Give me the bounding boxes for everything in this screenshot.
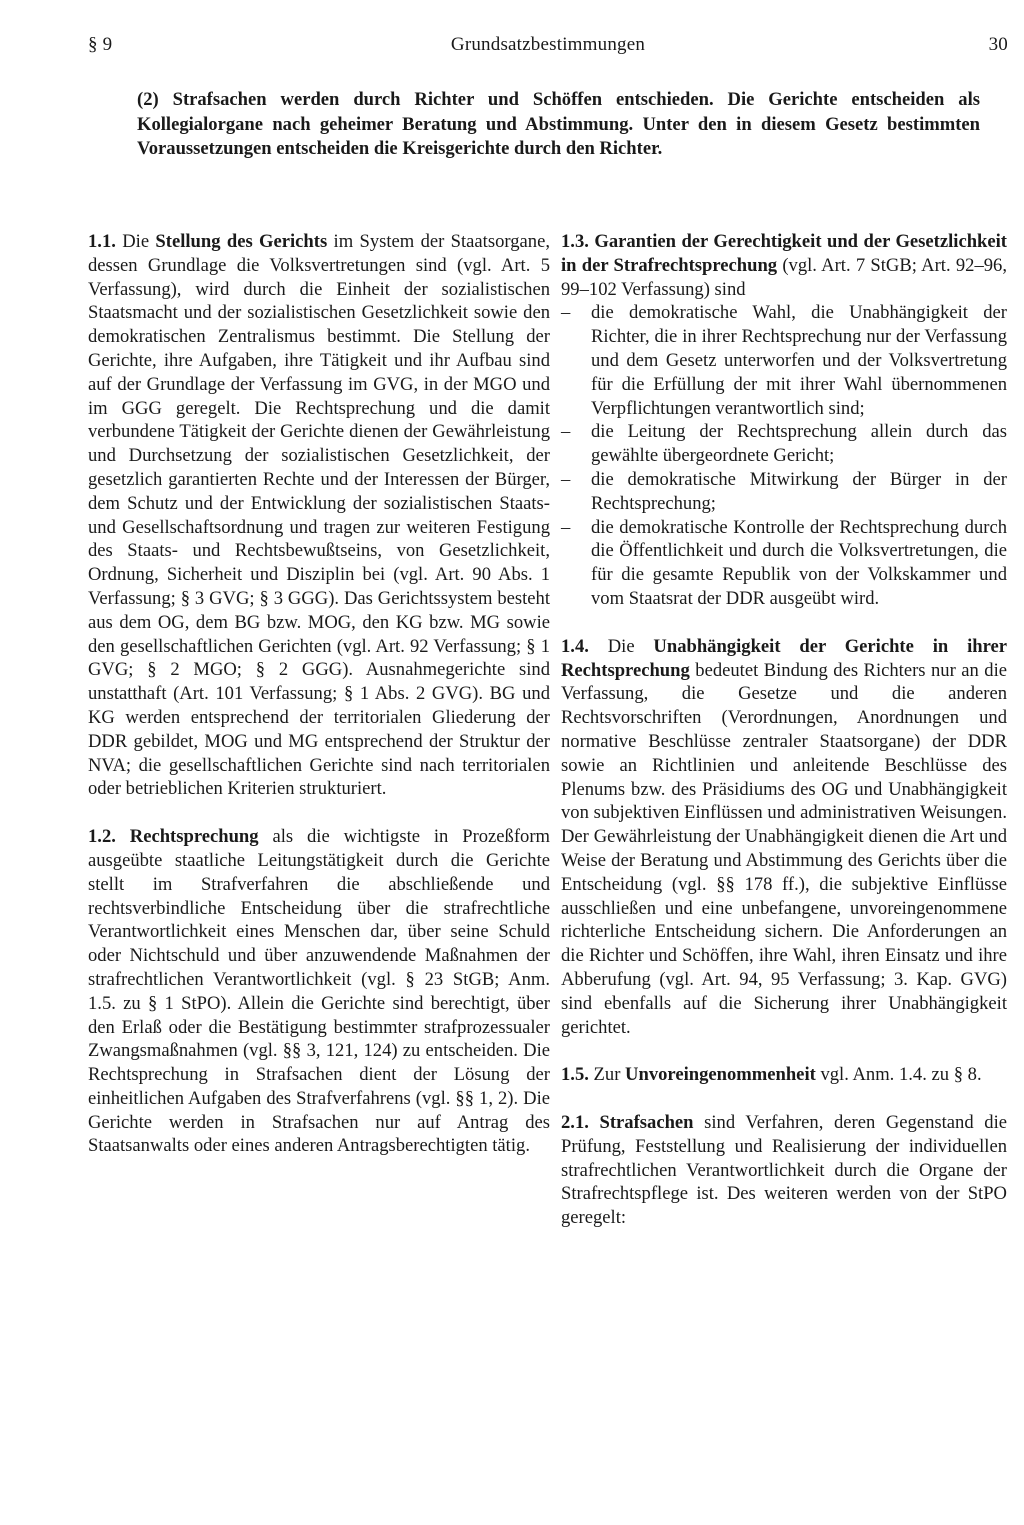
annotation-keyword: Garantien der Gerechtigkeit und der Gesetzlichkeit in der Strafrechtsprechung bbox=[561, 231, 1007, 276]
section-number: § 9 bbox=[88, 34, 113, 55]
annotation-1-2 bbox=[88, 825, 550, 1158]
annotation-text: im System der Staatsorgane, dessen Grundlage die Volksvertretungen sind (vgl. Art. 5 Verfassung), wird durch die Einheit der sozialistischen Staatsmacht und der sozialistischen Gesetzlichkeit sowie den demokratischen Zentralismus bestimmt. Die Stellung der Gerichte, ihre Aufgaben, ihre Tätigkeit und ihr Aufbau sind auf der Grundlage der Verfassung im GVG, in der MGO und im GGG geregelt. Die Rechtsprechung und die damit verbundene Tätigkeit der Gerichte dienen der Gewährleistung und Durchsetzung der sozialistischen Gesetzlichkeit, der gesetzlich garantierten Rechte und der Interessen der Bürger, dem Schutz und der Entwicklung der sozialistischen Staats- und Gesellschaftsordnung und tragen zur weiteren Festigung des Staats- und Rechtsbewußtseins, von Gesetzlichkeit, Ordnung, Sicherheit und Disziplin bei (vgl. Art. 90 Abs. 1 Verfassung; § 3 GVG; § 3 GGG). Das Gerichtssystem besteht aus dem OG, dem BG bzw. MOG, den KG bzw. MG sowie den gesellschaftlichen Gerichten (vgl. Art. 92 Verfassung; § 1 GVG; § 2 MGO; § 2 GGG). Ausnahmegerichte sind unstatthaft (Art. 101 Verfassung; § 1 Abs. 2 GVG). BG und KG werden entsprechend der territorialen Gliederung der DDR gebildet, MOG und MG entsprechend der Struktur der NVA; die gesellschaftlichen Gerichte sind nach territorialen oder betrieblichen Kriterien strukturiert. bbox=[88, 231, 550, 800]
annotation-text: Die bbox=[115, 231, 156, 252]
annotation-number: 1.4. bbox=[561, 635, 589, 657]
annotation-text: Die bbox=[588, 635, 654, 657]
guarantee-list bbox=[561, 301, 1007, 610]
annotation-number: 1.2. bbox=[88, 826, 116, 848]
annotation-number: 2.1. bbox=[561, 1112, 589, 1134]
annotation-text: bedeutet Bindung des Richters nur an die Verfassung, die Gesetze und die anderen Rechtsvorschriften (Verordnungen, Anordnungen und normative Beschlüsse zentraler Staatsorgane) der DDR sowie an Richtlinien und anleitende Beschlüsse des Plenums bzw. des Präsidiums des OG und Unabhängigkeit von subjektiven Einflüssen und administrativen Weisungen. Der Gewährleistung der Unabhängigkeit dienen die Art und Weise der Beratung und Abstimmung des Gerichts über die Entscheidung (vgl. §§ 178 ff.), die subjektive Einflüsse ausschließen und eine unbefangene, unvoreingenommene richterliche Entscheidung sichern. Die Anforderungen an die Richter und Schöffen, ihre Wahl, ihren Einsatz und ihre Abberufung (vgl. Art. 94, 95 Verfassung; 3. Kap. GVG) sind ebenfalls auf die Sicherung ihrer Unabhängigkeit gerichtet. bbox=[561, 659, 1007, 1038]
annotation-keyword: Strafsachen bbox=[588, 1112, 694, 1134]
annotation-text: vgl. Anm. 1.4. zu § 8. bbox=[815, 1064, 982, 1086]
list-item: – die demokratische Kontrolle der Rechtsprechung durch die Öffentlichkeit und durch die Volksvertretungen, die für die gesamte Republik von der Volkskammer und vom Staatsrat der DDR ausgeübt wird. bbox=[561, 516, 1007, 611]
annotation-text: Zur bbox=[588, 1064, 626, 1086]
annotation-number: 1.5. bbox=[561, 1064, 589, 1086]
left-column bbox=[88, 230, 550, 1182]
annotation-text: sind Verfahren, deren Gegenstand die Prüfung, Feststellung und Realisierung der individuellen strafrechtlichen Verantwortlichkeit durch die Organe der Strafrechtspflege ist. Des weiteren werden von der StPO geregelt: bbox=[561, 1112, 1007, 1229]
statute-paragraph: (2) Strafsachen werden durch Richter und Schöffen entschieden. Die Gerichte entscheiden als Kollegialorgane nach geheimer Beratung und Abstimmung. Unter den in diesem Gesetz bestimmten Voraussetzungen entscheiden die Kreisgerichte durch den Richter. bbox=[137, 89, 980, 159]
annotation-text: (vgl. Art. 7 StGB; Art. 92–96, 99–102 Verfassung) sind bbox=[561, 254, 1007, 300]
list-item: – die demokratische Wahl, die Unabhängigkeit der Richter, die in ihrer Rechtsprechung nur der Verfassung und dem Gesetz unterworfen und der Volksvertretung für die Erfüllung der mit ihrer Wahl übernommenen Verpflichtungen verantwortlich sind; bbox=[561, 301, 1007, 420]
running-title: Grundsatzbestimmungen bbox=[450, 34, 646, 55]
annotation-number: 1.1. bbox=[88, 231, 116, 252]
annotation-1-3 bbox=[561, 230, 1007, 301]
annotation-text: als die wichtigste in Prozeßform ausgeübte staatliche Leitungstätigkeit durch die Gerichte stellt im Strafverfahren die abschließende und rechtsverbindliche Entscheidung über die strafrechtliche Verantwortlichkeit eines Menschen dar, über seine Schuld oder Nichtschuld und über anzuwendende Maßnahmen der strafrechtlichen Verantwortlichkeit (vgl. § 23 StGB; Anm. 1.5. zu § 1 StPO). Allein die Gerichte sind berechtigt, über den Erlaß oder die Bestätigung bestimmter strafprozessualer Zwangsmaßnahmen (vgl. §§ 3, 121, 124) zu entscheiden. Die Rechtsprechung in Strafsachen dient der Lösung der einheitlichen Aufgaben des Strafverfahrens (vgl. §§ 1, 2). Die Gerichte werden in Strafsachen nur auf Antrag des Staatsanwalts oder eines anderen Antragsberechtigten tätig. bbox=[88, 826, 550, 1157]
list-item: – die Leitung der Rechtsprechung allein durch das gewählte übergeordnete Gericht; bbox=[561, 420, 1007, 468]
annotation-keyword: Rechtsprechung bbox=[115, 826, 259, 848]
annotation-keyword: Unvoreingenommenheit bbox=[625, 1064, 816, 1086]
list-item: – die demokratische Mitwirkung der Bürger in der Rechtsprechung; bbox=[561, 468, 1007, 516]
annotation-keyword: Stellung des Gerichts bbox=[155, 231, 328, 252]
annotation-keyword: Unabhängigkeit der Gerichte in ihrer Rechtsprechung bbox=[561, 635, 1007, 681]
annotation-number: 1.3. bbox=[561, 231, 589, 252]
annotation-1-5 bbox=[561, 1063, 1007, 1087]
page-number: 30 bbox=[988, 34, 1008, 55]
page-header bbox=[88, 34, 1008, 60]
right-column bbox=[561, 230, 1007, 1254]
annotation-2-1 bbox=[561, 1111, 1007, 1230]
annotation-1-4 bbox=[561, 635, 1007, 1040]
annotation-1-1 bbox=[88, 230, 550, 801]
